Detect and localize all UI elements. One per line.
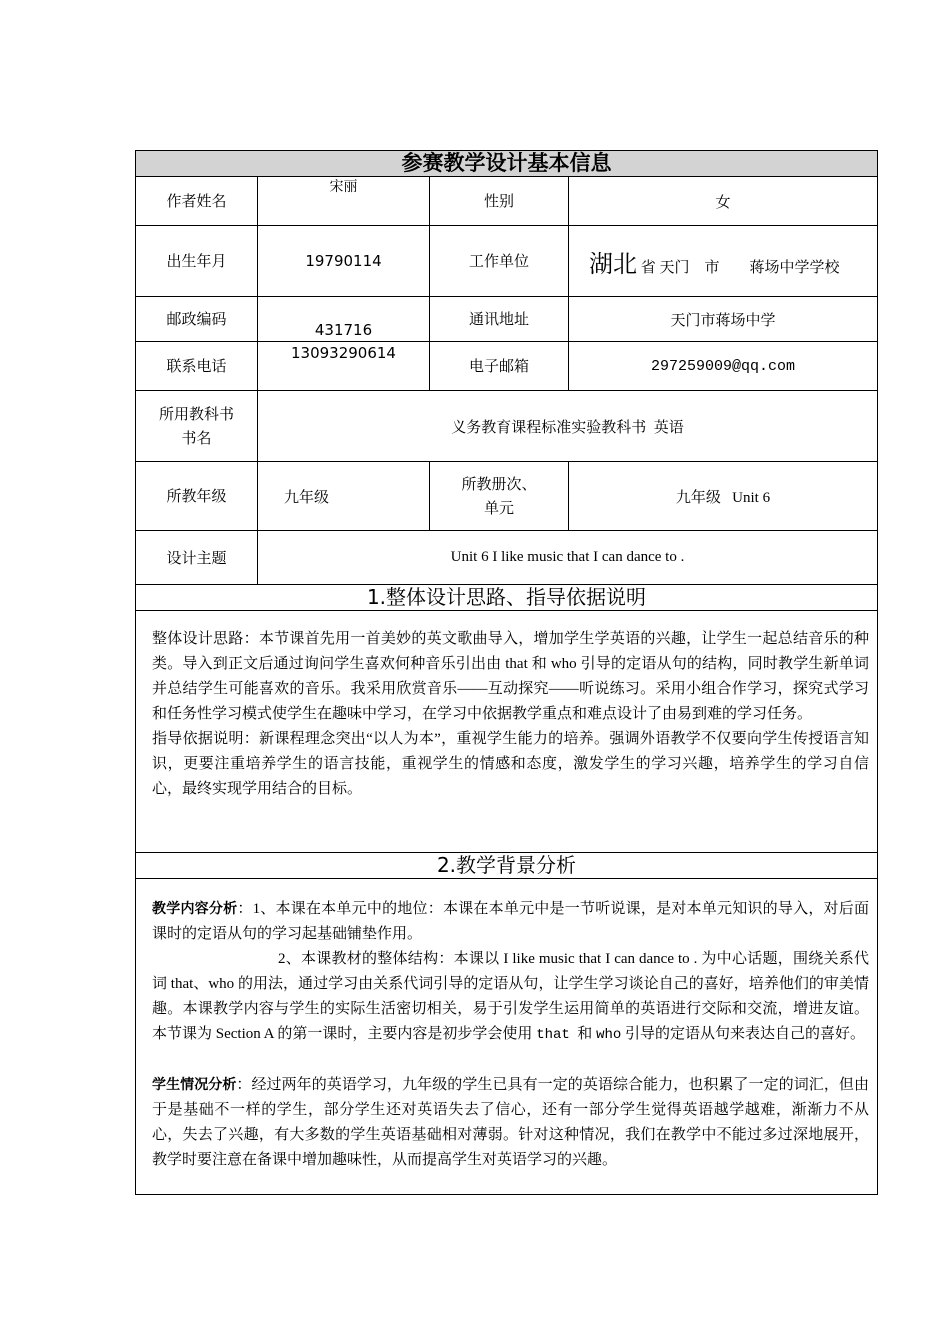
row-author	[136, 177, 878, 226]
design-idea-paragraph: 整体设计思路：本节课首先用一首美妙的英文歌曲导入，增加学生学英语的兴趣，让学生一起总结音乐的种类。导入到正文后通过询问学生喜欢何种音乐引出由 that 和 who 引导的定语从句的结构，同时教学生新单词并总结学生可能喜欢的音乐。我采用欣赏音乐——互动探究——听说练习。采用小组合作学习，探究式学习和任务性学习模式使学生在趣味中学习，在学习中依据教学重点和难点设计了由易到难的学习任务。	[152, 631, 869, 722]
content-word-and: 和	[569, 1026, 597, 1042]
email-label: 电子邮箱	[430, 342, 569, 391]
row-textbook	[136, 391, 878, 462]
row-topic	[136, 531, 878, 585]
content-analysis-p1	[152, 897, 869, 947]
postcode-value: 431716	[258, 297, 430, 342]
birth-label: 出生年月	[136, 226, 258, 297]
email-value: 297259009@qq.com	[569, 342, 878, 391]
topic-value: Unit 6 I like music that I can dance to .	[258, 531, 878, 585]
volume-label-line1: 所教册次、	[461, 475, 537, 493]
textbook-value: 义务教育课程标准实验教科书 英语	[258, 391, 878, 462]
section2-body-row	[136, 879, 878, 1195]
info-form-table	[135, 150, 878, 1195]
content-analysis-p2	[152, 947, 869, 1048]
grade-value: 九年级	[258, 462, 430, 531]
content-word-who: who	[596, 1027, 622, 1043]
row-postcode	[136, 297, 878, 342]
birth-value: 19790114	[258, 226, 430, 297]
row-grade	[136, 462, 878, 531]
topic-label: 设计主题	[136, 531, 258, 585]
unit-rest: 省 天门 市 蒋场中学学校	[637, 259, 840, 276]
row-birth	[136, 226, 878, 297]
content-word-that: that	[536, 1027, 570, 1043]
phone-value: 13093290614	[258, 342, 430, 391]
content-analysis-text2a: 2、本课教材的整体结构：本课以 I like music that I can dance to . 为中心话题，围绕关系代词 that、who 的用法，通过学习由关系代词引导的定语从句，让学生学习谈论自己的喜好，培养他们的审美情趣。本课教学内容与学生的实际生活密切相关，易于引发学生运用简单的英语进行交际和交流，增进友谊。本节课为 Section A 的第一课时，主要内容是初步学会使用	[152, 951, 869, 1042]
section2-heading: 2.教学背景分析	[136, 853, 878, 879]
content-analysis-label: 教学内容分析	[152, 901, 238, 917]
gender-label: 性别	[430, 177, 569, 226]
volume-value: 九年级 Unit 6	[569, 462, 878, 531]
blank-line	[152, 1048, 869, 1073]
section1-body-row	[136, 611, 878, 853]
phone-label: 联系电话	[136, 342, 258, 391]
textbook-label-line2: 书名	[181, 429, 212, 447]
grade-label: 所教年级	[136, 462, 258, 531]
section1-heading-row	[136, 585, 878, 611]
section2-body	[136, 879, 878, 1195]
textbook-label-line1: 所用教科书	[158, 405, 234, 423]
unit-value	[569, 226, 878, 297]
content-analysis-text1: ：1、本课在本单元中的地位：本课在本单元中是一节听说课，是对本单元知识的导入，对后面课时的定语从句的学习起基础铺垫作用。	[152, 901, 869, 942]
section1-heading: 1.整体设计思路、指导依据说明	[136, 585, 878, 611]
address-value: 天门市蒋场中学	[569, 297, 878, 342]
section2-heading-row	[136, 853, 878, 879]
address-label: 通讯地址	[430, 297, 569, 342]
form-title: 参赛教学设计基本信息	[136, 151, 878, 177]
guidance-paragraph: 指导依据说明：新课程理念突出“以人为本”，重视学生能力的培养。强调外语教学不仅要向学生传授语言知识，更要注重培养学生的语言技能，重视学生的情感和态度，激发学生的学习兴趣，培养学生的学习自信心，最终实现学用结合的目标。	[152, 731, 869, 797]
unit-label: 工作单位	[430, 226, 569, 297]
author-label: 作者姓名	[136, 177, 258, 226]
row-phone	[136, 342, 878, 391]
student-analysis-label: 学生情况分析	[152, 1077, 237, 1093]
volume-label-line2: 单元	[483, 499, 514, 517]
title-row	[136, 151, 878, 177]
student-analysis-paragraph	[152, 1073, 869, 1173]
author-value: 宋丽	[258, 177, 430, 226]
volume-label	[430, 462, 569, 531]
gender-value: 女	[569, 177, 878, 226]
content-analysis-text2b: 引导的定语从句来表达自己的喜好。	[621, 1026, 866, 1042]
textbook-label	[136, 391, 258, 462]
section1-body	[136, 611, 878, 853]
student-analysis-text: ：经过两年的英语学习，九年级的学生已具有一定的英语综合能力，也积累了一定的词汇，但由于是基础不一样的学生，部分学生还对英语失去了信心，还有一部分学生觉得英语越学越难，渐渐力不从心，失去了兴趣，有大多数的学生英语基础相对薄弱。针对这种情况，我们在教学中不能过多过深地展开，教学时要注意在备课中增加趣味性，从而提高学生对英语学习的兴趣。	[152, 1077, 869, 1168]
unit-province: 湖北	[589, 251, 637, 278]
postcode-label: 邮政编码	[136, 297, 258, 342]
